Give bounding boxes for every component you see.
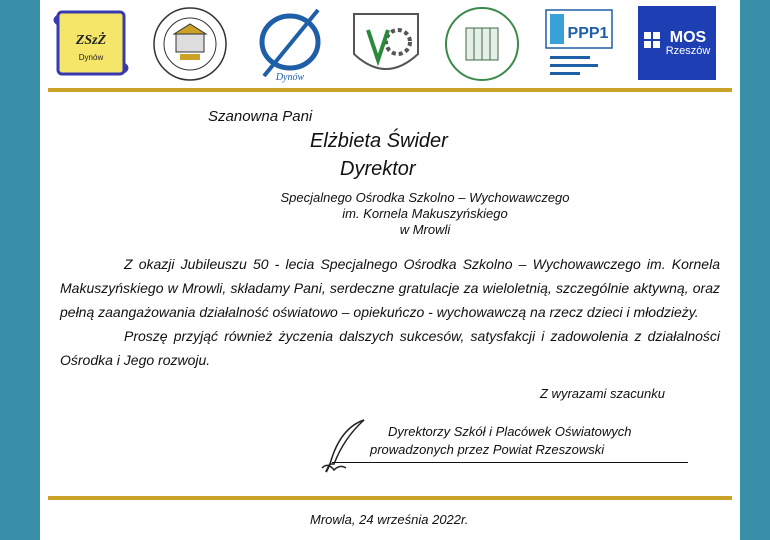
mos-rzeszow-logo — [638, 6, 716, 85]
zespol-szkol-tyczyn-logo — [442, 4, 522, 89]
top-gold-divider — [48, 88, 732, 92]
logo-bar — [40, 0, 740, 88]
salutation: Szanowna Pani — [208, 108, 313, 125]
date-place: Mrowla, 24 września 2022r. — [310, 512, 469, 527]
signature-line-1: Dyrektorzy Szkół i Placówek Oświatowych — [388, 424, 632, 439]
poradnia-logo-text: PPP1 — [567, 25, 609, 42]
paragraph-congratulations: Z okazji Jubileuszu 50 - lecia Specjalnego Ośrodka Szkolno – Wychowawczego im. Kornela Makuszyńskiego w Mrowli, składamy Pani, serdeczne gratulacje za wieloletnią, szczególnie aktywną, oraz pełną zaangażowania działalność oświatowo – opiekuńczo - wychowawczą na rzecz dzieci i młodzieży. — [60, 256, 720, 320]
signature-underline — [332, 462, 688, 463]
closing-phrase: Z wyrazami szacunku — [540, 386, 665, 401]
dynow-logo-text: Dynów — [275, 72, 305, 83]
zespol-szkol-technicznych-logo — [346, 4, 426, 89]
zszz-logo — [52, 4, 130, 87]
institution-line-3: w Mrowli — [399, 222, 451, 237]
certificate-page — [40, 0, 740, 540]
institution-line-1: Specjalnego Ośrodka Szkolno – Wychowawczego — [280, 190, 570, 205]
institution-line-2: im. Kornela Makuszyńskiego — [342, 206, 508, 221]
zszz-logo-text: ZSzŻ — [75, 33, 107, 48]
bottom-gold-divider — [48, 496, 732, 500]
recipient-name: Elżbieta Świder — [310, 130, 448, 152]
paragraph-wishes: Proszę przyjąć również życzenia dalszych sukcesów, satysfakcji i zadowolenia z działalności Ośrodka i Jego rozwoju. — [60, 328, 720, 368]
institution-block — [250, 190, 600, 238]
mos-logo-subtext: Rzeszów — [665, 45, 711, 57]
mos-logo-text: MOS — [669, 29, 707, 46]
signature-line-2: prowadzonych przez Powiat Rzeszowski — [370, 442, 605, 457]
zespol-szkol-logo — [150, 4, 230, 89]
dynow-logo — [250, 4, 330, 89]
letter-body — [60, 252, 720, 372]
poradnia-logo — [540, 4, 620, 89]
quill-icon — [320, 418, 370, 479]
zszz-logo-subtext: Dynów — [78, 53, 104, 62]
recipient-role: Dyrektor — [340, 158, 416, 180]
